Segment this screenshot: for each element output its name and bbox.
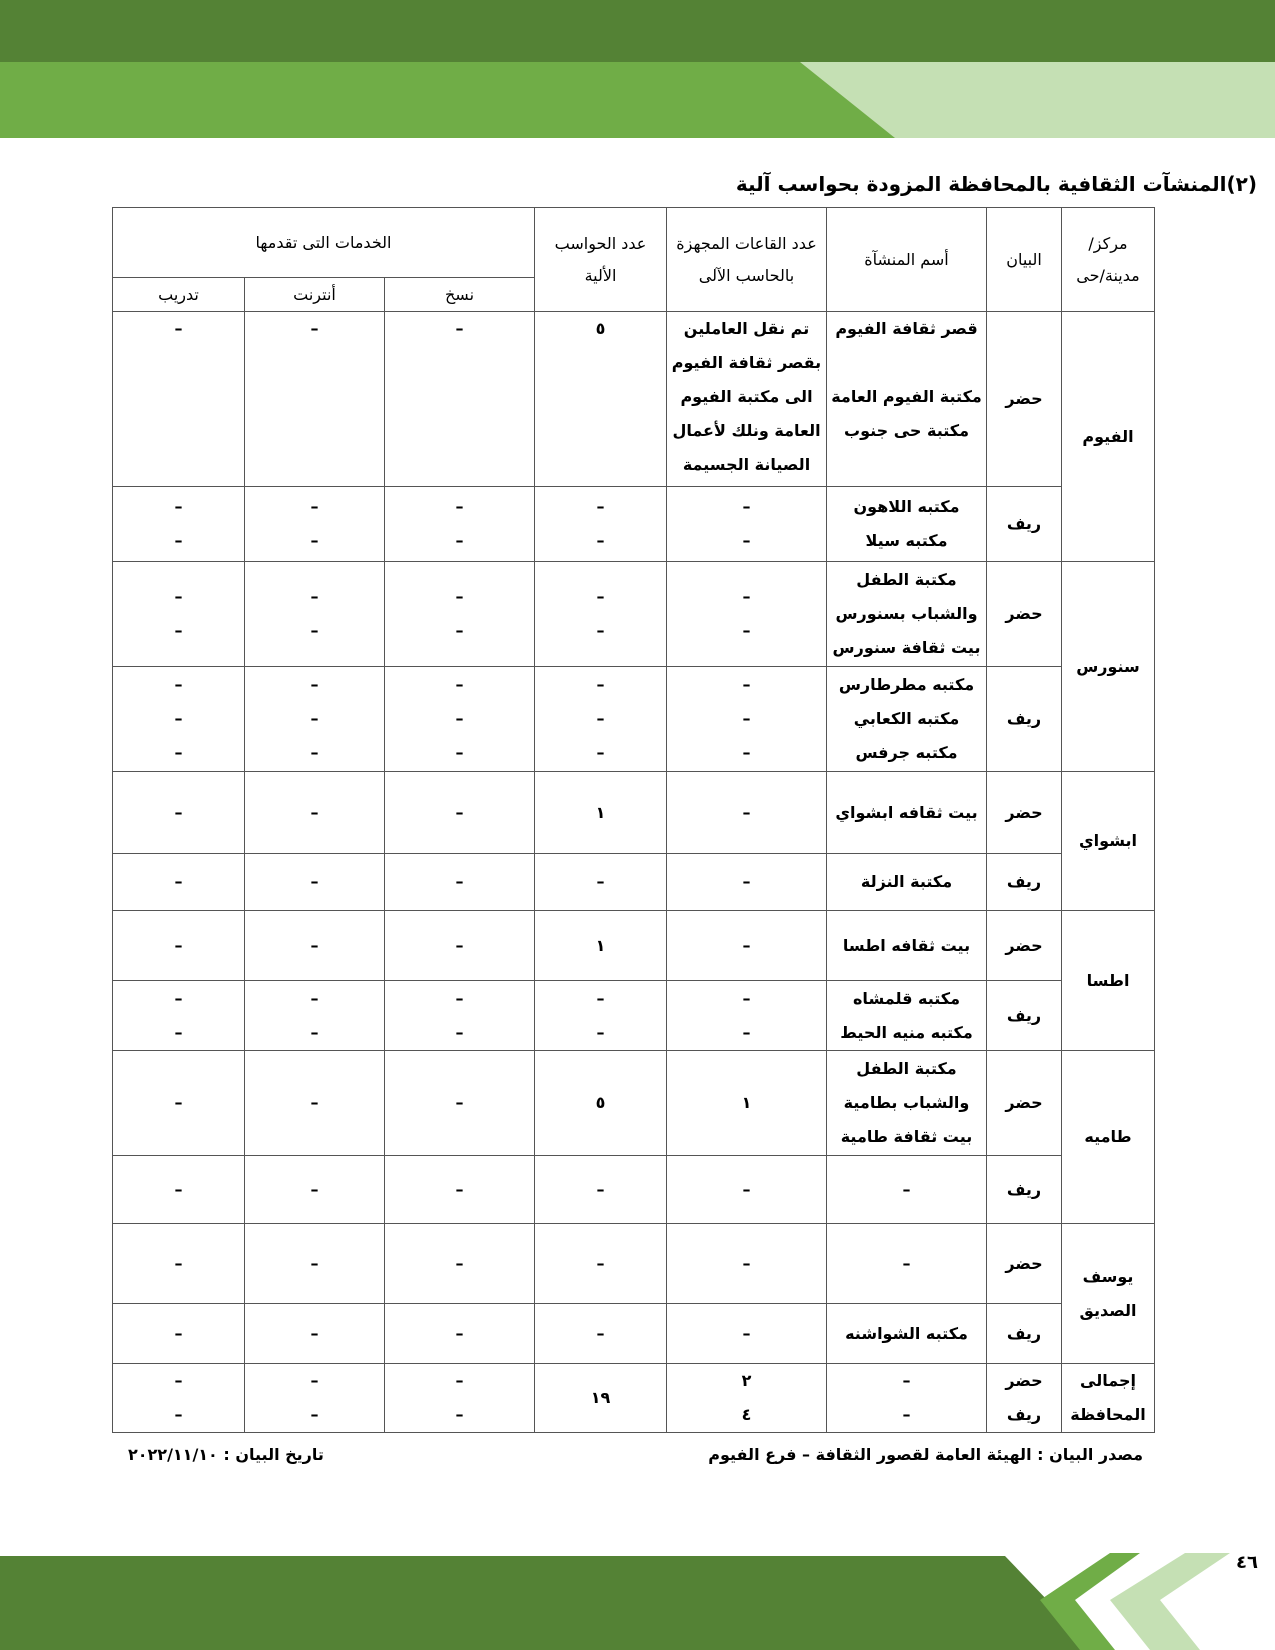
total-type-cell-line: حضر bbox=[1005, 1371, 1043, 1390]
internet-cell bbox=[245, 1224, 385, 1304]
computers-cell bbox=[535, 1304, 667, 1364]
table-row bbox=[113, 981, 1155, 1051]
facility-cell-line: مكتبه جرفس bbox=[855, 743, 958, 762]
facility-cell-line: مكتبه قلمشاه bbox=[852, 988, 960, 1008]
copy-cell-line: – bbox=[455, 743, 464, 762]
computers-cell-line: ١ bbox=[595, 802, 606, 822]
copy-cell bbox=[385, 487, 535, 562]
training-cell-line: – bbox=[174, 621, 183, 640]
facility-cell-line: مكتبة النزلة bbox=[860, 872, 953, 891]
type-cell: حضر bbox=[987, 1224, 1062, 1304]
training-cell bbox=[113, 854, 245, 911]
training-cell-line: – bbox=[174, 587, 183, 606]
internet-cell-line: – bbox=[310, 1093, 319, 1112]
facility-cell-line: بيت ثقافة سنورس bbox=[832, 638, 981, 657]
total-internet-cell-line: – bbox=[310, 1405, 319, 1424]
table-row bbox=[113, 312, 1155, 487]
halls-cell-line: – bbox=[742, 1179, 751, 1199]
computers-cell bbox=[535, 854, 667, 911]
training-cell bbox=[113, 667, 245, 772]
total-halls-cell-line: ٢ bbox=[741, 1371, 752, 1390]
computers-cell-line: – bbox=[596, 1179, 605, 1199]
computers-cell-line: – bbox=[596, 621, 605, 640]
halls-cell bbox=[667, 981, 827, 1051]
internet-cell-line: – bbox=[310, 1179, 319, 1199]
internet-cell bbox=[245, 562, 385, 667]
total-halls-cell bbox=[667, 1364, 827, 1433]
halls-cell-line: – bbox=[742, 935, 751, 955]
internet-cell-line: – bbox=[310, 1022, 319, 1042]
copy-cell bbox=[385, 911, 535, 981]
type-cell: ريف bbox=[987, 1156, 1062, 1224]
halls-cell-line: – bbox=[742, 497, 751, 516]
training-cell bbox=[113, 981, 245, 1051]
training-cell bbox=[113, 1156, 245, 1224]
internet-cell bbox=[245, 981, 385, 1051]
facility-cell bbox=[827, 854, 987, 911]
type-cell: حضر bbox=[987, 1051, 1062, 1156]
halls-cell bbox=[667, 667, 827, 772]
copy-cell-line: – bbox=[455, 802, 464, 822]
header-facility: أسم المنشآة bbox=[827, 208, 987, 312]
table-row bbox=[113, 1156, 1155, 1224]
training-cell-line: – bbox=[174, 988, 183, 1008]
internet-cell bbox=[245, 487, 385, 562]
computers-cell bbox=[535, 1051, 667, 1156]
table-row bbox=[113, 1051, 1155, 1156]
total-facility-cell-line: – bbox=[902, 1405, 911, 1424]
total-facility-cell bbox=[827, 1364, 987, 1433]
facility-cell bbox=[827, 772, 987, 854]
type-cell: حضر bbox=[987, 911, 1062, 981]
copy-cell bbox=[385, 1051, 535, 1156]
facilities-table bbox=[112, 207, 1155, 1433]
copy-cell bbox=[385, 1224, 535, 1304]
facility-cell-line bbox=[831, 346, 982, 380]
internet-cell-line: – bbox=[310, 1253, 319, 1273]
copy-cell-line: – bbox=[455, 709, 464, 728]
copy-cell bbox=[385, 312, 535, 487]
date-note: تاريخ البيان : ٢٠٢٢/١١/١٠ bbox=[128, 1445, 324, 1464]
halls-cell bbox=[667, 1156, 827, 1224]
facility-cell bbox=[827, 487, 987, 562]
internet-cell bbox=[245, 772, 385, 854]
internet-cell-line: – bbox=[310, 709, 319, 728]
training-cell bbox=[113, 312, 245, 487]
copy-cell bbox=[385, 667, 535, 772]
copy-cell-line: – bbox=[455, 621, 464, 640]
training-cell bbox=[113, 1304, 245, 1364]
training-cell bbox=[113, 1224, 245, 1304]
table-row bbox=[113, 487, 1155, 562]
halls-cell-line: بقصر ثقافة الفيوم bbox=[671, 353, 822, 372]
facility-cell bbox=[827, 667, 987, 772]
training-cell-line: – bbox=[174, 1022, 183, 1042]
training-cell bbox=[113, 772, 245, 854]
computers-cell-line: ٥ bbox=[595, 319, 606, 338]
total-internet-cell bbox=[245, 1364, 385, 1433]
facility-cell-line: مكتبه سيلا bbox=[865, 531, 948, 550]
computers-cell bbox=[535, 1224, 667, 1304]
halls-cell-line: – bbox=[742, 1253, 751, 1273]
computers-cell-line: – bbox=[596, 743, 605, 762]
internet-cell-line: – bbox=[310, 802, 319, 822]
copy-cell-line: – bbox=[455, 587, 464, 606]
internet-cell-line: – bbox=[310, 872, 319, 891]
internet-cell-line: – bbox=[310, 319, 319, 338]
facility-cell-line: مكتبة الطفل bbox=[856, 570, 957, 589]
table-row bbox=[113, 562, 1155, 667]
type-cell: ريف bbox=[987, 667, 1062, 772]
header-banner bbox=[0, 0, 1275, 140]
facility-cell-line: – bbox=[902, 1179, 911, 1199]
internet-cell-line: – bbox=[310, 587, 319, 606]
header-copy: نسخ bbox=[385, 278, 535, 312]
copy-cell-line: – bbox=[455, 497, 464, 516]
facility-cell-line: مكتبه الكعابي bbox=[853, 709, 960, 728]
footer-banner bbox=[0, 1548, 1275, 1650]
total-type-cell bbox=[987, 1364, 1062, 1433]
halls-cell-line: – bbox=[742, 621, 751, 640]
copy-cell bbox=[385, 562, 535, 667]
type-cell: حضر bbox=[987, 772, 1062, 854]
total-type-cell-line: ريف bbox=[1006, 1405, 1042, 1424]
training-cell-line: – bbox=[174, 935, 183, 955]
facility-cell bbox=[827, 562, 987, 667]
halls-cell bbox=[667, 772, 827, 854]
total-copy-cell-line: – bbox=[455, 1371, 464, 1390]
halls-cell-line: – bbox=[742, 872, 751, 891]
computers-cell bbox=[535, 312, 667, 487]
facility-cell bbox=[827, 312, 987, 487]
center-cell: الفيوم bbox=[1062, 312, 1155, 562]
header-internet: أنترنت bbox=[245, 278, 385, 312]
table-row bbox=[113, 667, 1155, 772]
header-halls: عدد القاعات المجهزة بالحاسب الآلى bbox=[667, 208, 827, 312]
computers-cell-line: – bbox=[596, 1253, 605, 1273]
training-cell-line: – bbox=[174, 531, 183, 550]
header-services: الخدمات التى تقدمها bbox=[113, 208, 535, 278]
halls-cell-line: ١ bbox=[741, 1093, 752, 1112]
computers-cell-line: – bbox=[596, 587, 605, 606]
internet-cell bbox=[245, 1051, 385, 1156]
copy-cell bbox=[385, 981, 535, 1051]
copy-cell-line: – bbox=[455, 675, 464, 694]
facility-cell bbox=[827, 911, 987, 981]
internet-cell-line: – bbox=[310, 675, 319, 694]
computers-cell bbox=[535, 667, 667, 772]
halls-cell-line: – bbox=[742, 1022, 751, 1042]
type-cell: ريف bbox=[987, 1304, 1062, 1364]
type-cell: ريف bbox=[987, 854, 1062, 911]
halls-cell bbox=[667, 1304, 827, 1364]
training-cell-line: – bbox=[174, 802, 183, 822]
table-row bbox=[113, 854, 1155, 911]
computers-cell-line: – bbox=[596, 531, 605, 550]
training-cell-line: – bbox=[174, 1179, 183, 1199]
copy-cell-line: – bbox=[455, 1253, 464, 1273]
header-statement: البيان bbox=[987, 208, 1062, 312]
computers-cell-line: – bbox=[596, 988, 605, 1008]
training-cell-line: – bbox=[174, 709, 183, 728]
center-cell: ابشواي bbox=[1062, 772, 1155, 911]
facility-cell-line: بيت ثقافه ابشواي bbox=[835, 802, 978, 822]
center-cell: سنورس bbox=[1062, 562, 1155, 772]
total-copy-cell bbox=[385, 1364, 535, 1433]
facility-cell-line: مكتبه الشواشنه bbox=[845, 1323, 968, 1343]
page-number: ٤٦ bbox=[1236, 1552, 1258, 1573]
training-cell-line: – bbox=[174, 1093, 183, 1112]
internet-cell bbox=[245, 1156, 385, 1224]
copy-cell-line: – bbox=[455, 531, 464, 550]
computers-cell bbox=[535, 487, 667, 562]
computers-cell-line: – bbox=[596, 872, 605, 891]
facility-cell-line: والشباب بطامية bbox=[843, 1093, 970, 1112]
computers-cell bbox=[535, 562, 667, 667]
facility-cell bbox=[827, 1156, 987, 1224]
internet-cell bbox=[245, 854, 385, 911]
facility-cell bbox=[827, 1304, 987, 1364]
internet-cell bbox=[245, 667, 385, 772]
computers-cell-line: – bbox=[596, 1022, 605, 1042]
computers-cell-line: – bbox=[596, 497, 605, 516]
type-cell: حضر bbox=[987, 312, 1062, 487]
halls-cell bbox=[667, 312, 827, 487]
computers-cell-line: – bbox=[596, 675, 605, 694]
type-cell: ريف bbox=[987, 981, 1062, 1051]
halls-cell bbox=[667, 911, 827, 981]
computers-cell bbox=[535, 1156, 667, 1224]
internet-cell bbox=[245, 911, 385, 981]
training-cell-line: – bbox=[174, 1323, 183, 1343]
total-halls-cell-line: ٤ bbox=[741, 1405, 752, 1424]
halls-cell-line: – bbox=[742, 743, 751, 762]
internet-cell-line: – bbox=[310, 988, 319, 1008]
facility-cell bbox=[827, 1224, 987, 1304]
computers-cell-line: – bbox=[596, 1323, 605, 1343]
copy-cell-line: – bbox=[455, 319, 464, 338]
total-training-cell-line: – bbox=[174, 1405, 183, 1424]
table-row bbox=[113, 772, 1155, 854]
halls-cell-line: الصيانة الجسيمة bbox=[682, 455, 811, 474]
facility-cell-line: مكتبة الفيوم العامة bbox=[831, 387, 982, 406]
facility-cell bbox=[827, 981, 987, 1051]
internet-cell-line: – bbox=[310, 1323, 319, 1343]
copy-cell-line: – bbox=[455, 1093, 464, 1112]
halls-cell-line: – bbox=[742, 988, 751, 1008]
internet-cell-line: – bbox=[310, 743, 319, 762]
table-row bbox=[113, 1304, 1155, 1364]
internet-cell-line: – bbox=[310, 621, 319, 640]
training-cell bbox=[113, 1051, 245, 1156]
copy-cell-line: – bbox=[455, 1179, 464, 1199]
internet-cell bbox=[245, 1304, 385, 1364]
training-cell-line: – bbox=[174, 872, 183, 891]
facility-cell-line: مكتبه اللاهون bbox=[853, 497, 960, 516]
halls-cell bbox=[667, 1224, 827, 1304]
facility-cell-line: بيت ثقافة طامية bbox=[840, 1127, 973, 1146]
training-cell-line: – bbox=[174, 675, 183, 694]
training-cell-line: – bbox=[174, 319, 183, 338]
facility-cell-line: بيت ثقافه اطسا bbox=[842, 935, 971, 955]
copy-cell bbox=[385, 1304, 535, 1364]
table-row bbox=[113, 1224, 1155, 1304]
center-cell: يوسف الصديق bbox=[1062, 1224, 1155, 1364]
header-computers: عدد الحواسب الألية bbox=[535, 208, 667, 312]
copy-cell-line: – bbox=[455, 1022, 464, 1042]
center-cell: طاميه bbox=[1062, 1051, 1155, 1224]
halls-cell-line: – bbox=[742, 675, 751, 694]
training-cell bbox=[113, 562, 245, 667]
computers-cell-line: ٥ bbox=[595, 1093, 606, 1112]
facility-cell-line: مكتبه مطرطارس bbox=[838, 675, 975, 694]
training-cell-line: – bbox=[174, 743, 183, 762]
facility-cell-line: مكتبة حى جنوب bbox=[843, 421, 969, 440]
halls-cell bbox=[667, 562, 827, 667]
computers-cell-line: ١ bbox=[595, 935, 606, 955]
internet-cell bbox=[245, 312, 385, 487]
halls-cell-line: الى مكتبة الفيوم bbox=[680, 387, 813, 406]
halls-cell bbox=[667, 487, 827, 562]
internet-cell-line: – bbox=[310, 935, 319, 955]
type-cell: حضر bbox=[987, 562, 1062, 667]
total-copy-cell-line: – bbox=[455, 1405, 464, 1424]
copy-cell-line: – bbox=[455, 872, 464, 891]
halls-cell bbox=[667, 1051, 827, 1156]
halls-cell-line: – bbox=[742, 587, 751, 606]
training-cell bbox=[113, 487, 245, 562]
computers-cell-line: – bbox=[596, 709, 605, 728]
halls-cell-line: – bbox=[742, 709, 751, 728]
copy-cell bbox=[385, 772, 535, 854]
training-cell-line: – bbox=[174, 497, 183, 516]
training-cell-line: – bbox=[174, 1253, 183, 1273]
total-training-cell-line: – bbox=[174, 1371, 183, 1390]
table-body bbox=[113, 312, 1155, 1433]
table-row bbox=[113, 911, 1155, 981]
center-cell: اطسا bbox=[1062, 911, 1155, 1051]
copy-cell-line: – bbox=[455, 988, 464, 1008]
facility-cell-line: والشباب بسنورس bbox=[835, 604, 978, 623]
training-cell bbox=[113, 911, 245, 981]
halls-cell-line: – bbox=[742, 531, 751, 550]
facility-cell bbox=[827, 1051, 987, 1156]
source-note: مصدر البيان : الهيئة العامة لقصور الثقافة – فرع الفيوم bbox=[708, 1445, 1143, 1464]
copy-cell bbox=[385, 854, 535, 911]
header-training: تدريب bbox=[113, 278, 245, 312]
copy-cell-line: – bbox=[455, 935, 464, 955]
total-center-cell: إجمالى المحافظة bbox=[1062, 1364, 1155, 1433]
halls-cell-line: العامة ونلك لأعمال bbox=[672, 421, 821, 440]
facility-cell-line: مكتبه منيه الحيط bbox=[840, 1022, 973, 1042]
facility-cell-line: مكتبة الطفل bbox=[856, 1059, 957, 1078]
internet-cell-line: – bbox=[310, 531, 319, 550]
facility-cell-line: – bbox=[902, 1253, 911, 1273]
copy-cell bbox=[385, 1156, 535, 1224]
halls-cell-line: – bbox=[742, 1323, 751, 1343]
header-center: مركز/ مدينة/حى bbox=[1062, 208, 1155, 312]
computers-cell bbox=[535, 772, 667, 854]
total-internet-cell-line: – bbox=[310, 1371, 319, 1390]
halls-cell bbox=[667, 854, 827, 911]
type-cell: ريف bbox=[987, 487, 1062, 562]
computers-cell bbox=[535, 911, 667, 981]
total-row bbox=[113, 1364, 1155, 1433]
total-facility-cell-line: – bbox=[902, 1371, 911, 1390]
halls-cell-line: – bbox=[742, 802, 751, 822]
total-computers-cell: ١٩ bbox=[535, 1364, 667, 1433]
copy-cell-line: – bbox=[455, 1323, 464, 1343]
halls-cell-line: تم نقل العاملين bbox=[683, 319, 810, 338]
facility-cell-line: قصر ثقافة الفيوم bbox=[835, 319, 978, 338]
internet-cell-line: – bbox=[310, 497, 319, 516]
table-title: (٢)المنشآت الثقافية بالمحافظة المزودة بحواسب آلية bbox=[735, 172, 1257, 196]
computers-cell bbox=[535, 981, 667, 1051]
total-training-cell bbox=[113, 1364, 245, 1433]
